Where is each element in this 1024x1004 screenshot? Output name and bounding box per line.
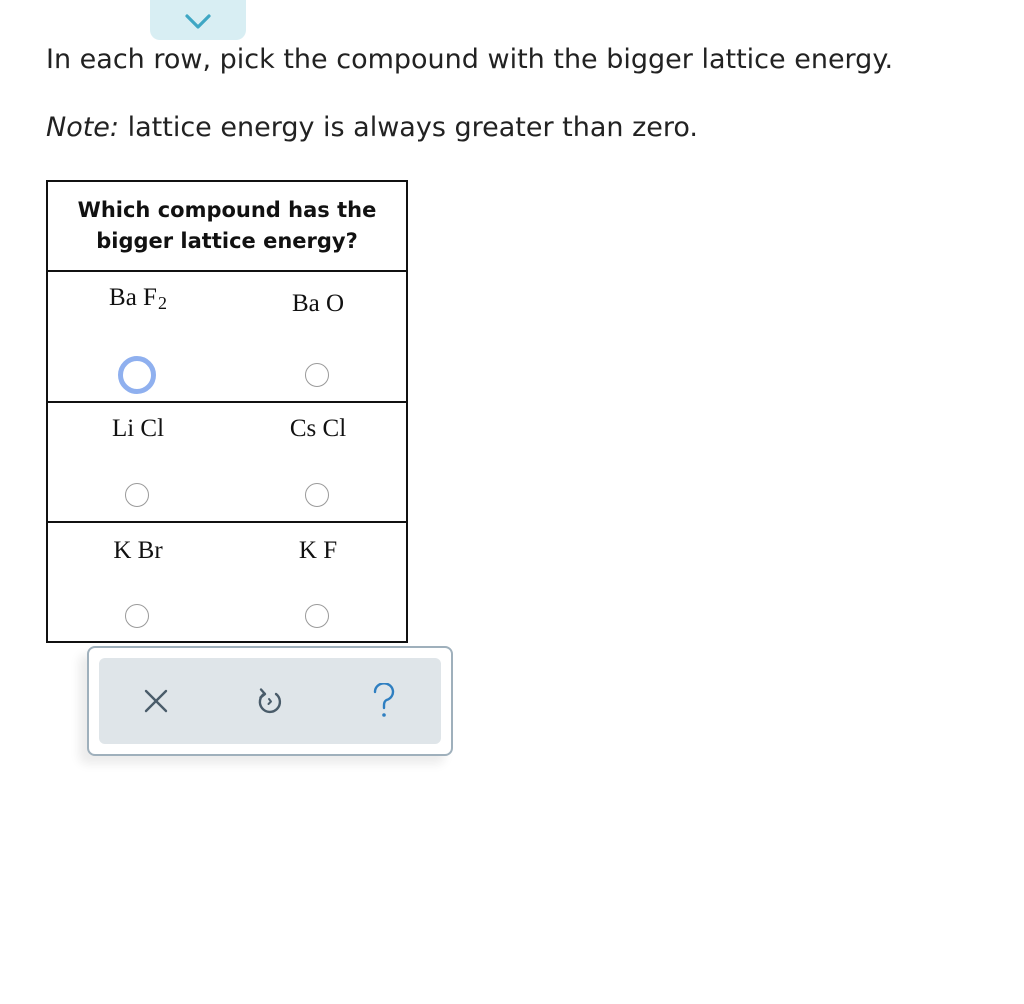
chevron-down-icon (184, 13, 212, 31)
formula-text: K Br (113, 537, 163, 564)
radio-button-licl[interactable] (125, 483, 149, 507)
answer-grid (46, 180, 408, 643)
compound-formula (228, 415, 408, 443)
note-text: lattice energy is always greater than zero. (119, 112, 699, 143)
compound-formula (228, 290, 408, 318)
radio-button-baf2[interactable] (118, 356, 156, 394)
choice-bao[interactable] (228, 272, 408, 401)
undo-icon (255, 686, 285, 716)
formula-text: Cs Cl (289, 415, 347, 442)
radio-button-kf[interactable] (305, 604, 329, 628)
radio-button-kbr[interactable] (125, 604, 149, 628)
help-button[interactable] (361, 678, 407, 724)
formula-text: K F (298, 537, 338, 564)
compound-formula (228, 537, 408, 565)
formula-text: Ba F (109, 284, 157, 311)
choice-kf[interactable] (228, 523, 408, 643)
radio-button-bao[interactable] (305, 363, 329, 387)
undo-button[interactable] (247, 678, 293, 724)
question-prompt: In each row, pick the compound with the bigger lattice energy. (46, 44, 894, 75)
help-icon (371, 683, 397, 719)
radio-button-cscl[interactable] (305, 483, 329, 507)
question-note (46, 112, 698, 143)
formula-text: Li Cl (111, 415, 165, 442)
compound-formula (48, 284, 228, 312)
formula-text: Ba O (291, 290, 345, 317)
note-label: Note: (46, 112, 120, 143)
choice-baf2[interactable] (48, 272, 228, 401)
answer-toolbar (87, 646, 453, 756)
choice-licl[interactable] (48, 403, 228, 521)
collapse-tab[interactable] (150, 0, 246, 40)
choice-kbr[interactable] (48, 523, 228, 643)
grid-row (48, 523, 406, 643)
formula-subscript: 2 (157, 293, 167, 313)
grid-header: Which compound has the bigger lattice energy? (48, 182, 406, 272)
choice-cscl[interactable] (228, 403, 408, 521)
compound-formula (48, 415, 228, 443)
toolbar-panel (99, 658, 441, 744)
grid-row (48, 403, 406, 523)
compound-formula (48, 537, 228, 565)
close-icon (143, 688, 169, 714)
clear-button[interactable] (133, 678, 179, 724)
grid-row (48, 272, 406, 403)
